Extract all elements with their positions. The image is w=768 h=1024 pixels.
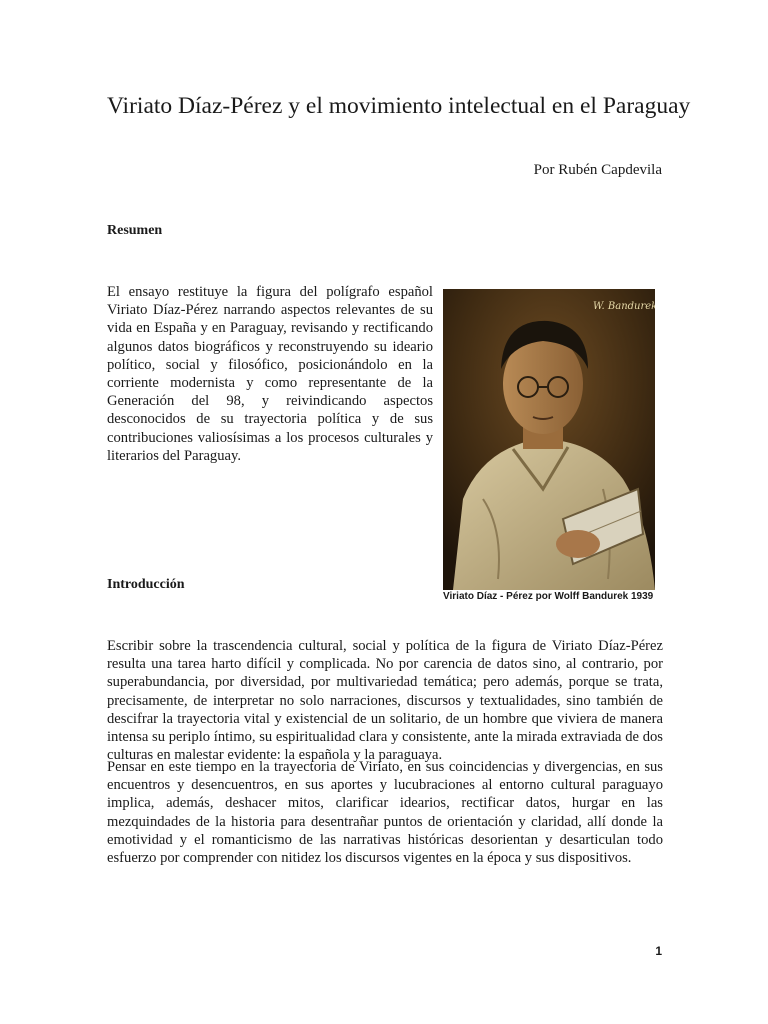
document-title: Viriato Díaz-Pérez y el movimiento intelectual en el Paraguay bbox=[107, 93, 691, 119]
body-paragraph-1: Escribir sobre la trascendencia cultural, social y política de la figura de Viriato Díaz-Pérez resulta una tarea harto difícil y complicada. No por carencia de datos sino, al contrario, por superabundancia, por diversidad, por multivariedad temática; pero además, porque se trata, precisamente, de interpretar no solo narraciones, discursos y textualidades, sino también de descifrar la trayectoria vital y existencial de un solitario, de un hombre que viviera de manera intensa su periplo íntimo, su espiritualidad clara y consistente, ante la mirada extraviada de dos culturas en malestar evidente: la española y la paraguaya. bbox=[107, 638, 663, 764]
body-paragraph-2: Pensar en este tiempo en la trayectoria de Viriato, en sus coincidencias y divergencias, en sus encuentros y desencuentros, en sus aportes y lucubraciones al entorno cultural paraguayo implica, además, deshacer mitos, clarificar idearios, rectificar datos, hurgar en las mezquindades de la historia para desentrañar puntos de orientación y claridad, allí donde la emotividad y el romanticismo de las narrativas históricas desorientan y desarticulan todo esfuerzo por comprender con nitidez los discursos vigentes en la época y sus dispositivos. bbox=[107, 759, 663, 867]
intro-heading: Introducción bbox=[107, 577, 185, 592]
page-number: 1 bbox=[655, 944, 662, 958]
abstract-heading: Resumen bbox=[107, 223, 163, 238]
image-caption: Viriato Díaz - Pérez por Wolff Bandurek 1939 bbox=[443, 591, 654, 602]
painting-signature: W. Bandurek bbox=[593, 301, 655, 312]
author-line: Por Rubén Capdevila bbox=[533, 162, 662, 178]
portrait-painting bbox=[443, 289, 655, 590]
abstract-paragraph: El ensayo restituye la figura del polígrafo español Viriato Díaz-Pérez narrando aspectos relevantes de su vida en España y en Paraguay, revisando y rectificando algunos datos biográficos y reconstruyendo su ideario político, social y filosófico, posicionándolo en la corriente modernista y como representante de la Generación del 98, y reivindicando aspectos desconocidos de su trayectoria política y de sus contribuciones valiosísimas a los procesos culturales y literarios del Paraguay. bbox=[107, 284, 433, 464]
